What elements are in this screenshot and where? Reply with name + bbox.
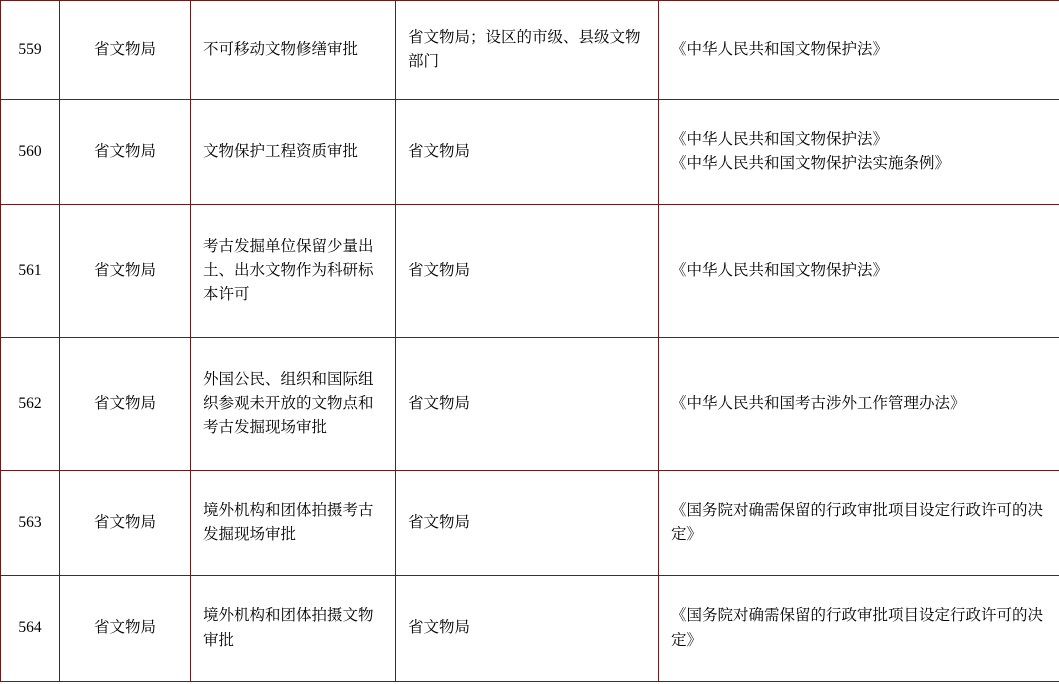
row-number-text: 563 bbox=[18, 513, 42, 531]
department-cell bbox=[60, 205, 191, 338]
table-row bbox=[1, 100, 1059, 205]
legal-basis-text: 《国务院对确需保留的行政审批项目设定行政许可的决定》 bbox=[671, 501, 1044, 543]
approval-item-cell bbox=[191, 205, 396, 338]
legal-basis-cell bbox=[659, 338, 1059, 471]
row-number-text: 560 bbox=[18, 142, 42, 160]
department-text: 省文物局 bbox=[93, 40, 156, 58]
approval-item-text: 外国公民、组织和国际组织参观未开放的文物点和考古发掘现场审批 bbox=[203, 370, 374, 436]
legal-basis-text: 《中华人民共和国文物保护法实施条例》 bbox=[671, 155, 951, 172]
implementing-organ-text: 省文物局；设区的市级、县级文物部门 bbox=[408, 28, 641, 70]
table-row bbox=[1, 338, 1059, 471]
legal-basis-list bbox=[659, 249, 1059, 293]
legal-basis-list bbox=[659, 118, 1059, 186]
implementing-organ-cell bbox=[396, 100, 659, 205]
approval-item-cell bbox=[191, 1, 396, 100]
department-cell bbox=[60, 100, 191, 205]
legal-basis-list bbox=[659, 594, 1059, 662]
approval-item-cell bbox=[191, 338, 396, 471]
table-row bbox=[1, 205, 1059, 338]
department-text: 省文物局 bbox=[93, 394, 156, 412]
approval-item-text: 文物保护工程资质审批 bbox=[203, 142, 359, 160]
approval-item-cell bbox=[191, 100, 396, 205]
table-row bbox=[1, 576, 1059, 682]
department-text: 省文物局 bbox=[93, 619, 156, 637]
legal-basis-text: 《中华人民共和国文物保护法》 bbox=[671, 40, 889, 58]
department-cell bbox=[60, 471, 191, 576]
table-row bbox=[1, 471, 1059, 576]
row-number-text: 561 bbox=[18, 261, 42, 279]
row-number-cell bbox=[1, 338, 60, 471]
department-text: 省文物局 bbox=[93, 261, 156, 279]
department-text: 省文物局 bbox=[93, 513, 156, 531]
row-number-text: 562 bbox=[18, 394, 42, 412]
legal-basis-list bbox=[659, 382, 1059, 426]
row-number-text: 564 bbox=[18, 619, 42, 637]
department-text: 省文物局 bbox=[93, 142, 156, 160]
legal-basis-text: 《中华人民共和国文物保护法》 bbox=[671, 261, 889, 279]
department-cell bbox=[60, 576, 191, 682]
legal-basis-list bbox=[659, 489, 1059, 557]
implementing-organ-text: 省文物局 bbox=[408, 142, 471, 160]
row-number-cell bbox=[1, 1, 60, 100]
row-number-cell bbox=[1, 471, 60, 576]
legal-basis-cell bbox=[659, 471, 1059, 576]
implementing-organ-cell bbox=[396, 576, 659, 682]
table-row bbox=[1, 1, 1059, 100]
row-number-cell bbox=[1, 205, 60, 338]
approval-item-cell bbox=[191, 471, 396, 576]
approval-item-text: 境外机构和团体拍摄考古发掘现场审批 bbox=[203, 501, 374, 543]
approval-item-cell bbox=[191, 576, 396, 682]
implementing-organ-text: 省文物局 bbox=[408, 513, 471, 531]
department-cell bbox=[60, 338, 191, 471]
table-body bbox=[1, 1, 1059, 682]
implementing-organ-cell bbox=[396, 205, 659, 338]
legal-basis-list bbox=[659, 28, 1059, 72]
legal-basis-cell bbox=[659, 100, 1059, 205]
department-cell bbox=[60, 1, 191, 100]
implementing-organ-cell bbox=[396, 471, 659, 576]
legal-basis-cell bbox=[659, 205, 1059, 338]
legal-basis-text: 《中华人民共和国文物保护法》 bbox=[671, 130, 889, 148]
approval-item-text: 考古发掘单位保留少量出土、出水文物作为科研标本许可 bbox=[203, 237, 374, 303]
approval-item-text: 不可移动文物修缮审批 bbox=[203, 40, 359, 58]
legal-basis-cell bbox=[659, 1, 1059, 100]
implementing-organ-cell bbox=[396, 338, 659, 471]
legal-basis-text: 《国务院对确需保留的行政审批项目设定行政许可的决定》 bbox=[671, 607, 1044, 649]
implementing-organ-text: 省文物局 bbox=[408, 619, 471, 637]
legal-basis-text: 《中华人民共和国考古涉外工作管理办法》 bbox=[671, 394, 966, 412]
row-number-cell bbox=[1, 100, 60, 205]
row-number-text: 559 bbox=[18, 40, 42, 58]
legal-basis-cell bbox=[659, 576, 1059, 682]
implementing-organ-cell bbox=[396, 1, 659, 100]
implementing-organ-text: 省文物局 bbox=[408, 261, 471, 279]
row-number-cell bbox=[1, 576, 60, 682]
implementing-organ-text: 省文物局 bbox=[408, 394, 471, 412]
approval-item-text: 境外机构和团体拍摄文物审批 bbox=[203, 607, 374, 649]
